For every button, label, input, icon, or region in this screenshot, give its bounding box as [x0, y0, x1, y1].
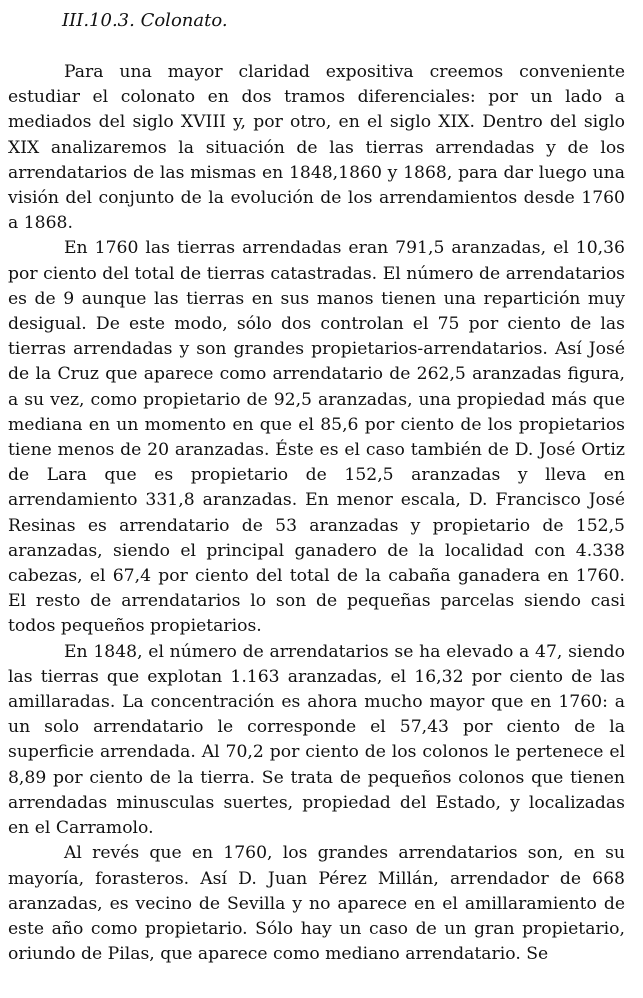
paragraph-1760: En 1760 las tierras arrendadas eran 791,5 aranzadas, el 10,36 por ciento del total de tierras catastradas. El número de arrendatarios es de 9 aunque las tierras en sus manos tienen una repartición muy desigual. De este modo, sólo dos controlan el 75 por ciento de las tierras arrendadas y son grandes propietarios-arrendatarios. Así José de la Cruz que aparece como arrendatario de 262,5 aranzadas figura, a su vez, como propietario de 92,5 aranzadas, una propiedad más que mediana en un momento en que el 85,6 por ciento de los propietarios tiene menos de 20 aranzadas. Éste es el caso también de D. José Ortiz de Lara que es propietario de 152,5 aranzadas y lleva en arrendamiento 331,8 aranzadas. En menor escala, D. Francisco José Resinas es arrendatario de 53 aranzadas y propietario de 152,5 aranzadas, siendo el principal ganadero de la localidad con 4.338 cabezas, el 67,4 por ciento del total de la cabaña ganadera en 1760. El resto de arrendatarios lo son de pequeñas parcelas siendo casi todos pequeños propietarios. — [8, 238, 625, 637]
paragraph-1848: En 1848, el número de arrendatarios se ha elevado a 47, siendo las tierras que explotan 1.163 aranzadas, el 16,32 por ciento de las amillaradas. La concentración es ahora mucho mayor que en 1760: a un solo arrendatario le corresponde el 57,43 por ciento de la superficie arrendada. Al 70,2 por ciento de los colonos le pertenece el 8,89 por ciento de la tierra. Se trata de pequeños colonos que tienen arrendadas minusculas suertes, propiedad del Estado, y localizadas en el Carramolo. — [8, 641, 625, 839]
section-title: III.10.3. Colonato. — [62, 10, 228, 31]
paragraph-intro: Para una mayor claridad expositiva creemos conveniente estudiar el colonato en dos tramos diferenciales: por un lado a mediados del siglo XVIII y, por otro, en el siglo XIX. Dentro del siglo XIX analizaremos la situación de las tierras arrendadas y de los arrendatarios de las mismas en 1848,1860 y 1868, para dar luego una visión del conjunto de la evolución de los arrendamientos desde 1760 a 1868. — [8, 62, 625, 234]
paragraph-forasteros: Al revés que en 1760, los grandes arrendatarios son, en su mayoría, forasteros. Así D. Juan Pérez Millán, arrendador de 668 aranzadas, es vecino de Sevilla y no aparece en el amillaramiento de este año como propietario. Sólo hay un caso de un gran propietario, oriundo de Pilas, que aparece como mediano arrendatario. Se — [8, 843, 625, 965]
